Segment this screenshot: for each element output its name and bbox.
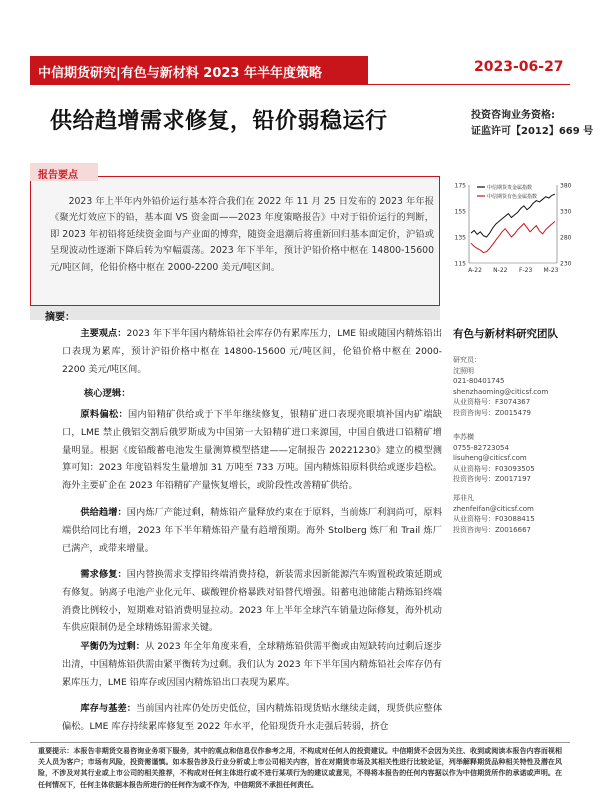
team-title: 有色与新材料研究团队	[453, 328, 558, 340]
section-text: 2023 年下半年国内精炼铅社会库存仍有累库压力，LME 铅或随国内精炼铅出口表现为累库，预计沪铅价格中枢在 14800-15600 元/吨区间，伦铅价格中枢在 2000-2200 美元/吨区间。	[62, 328, 443, 375]
section-supply	[62, 504, 442, 557]
legend-label-2: 中信期货有色金属指数	[487, 194, 538, 200]
analyst-role: 研究员：	[453, 356, 481, 364]
section-demand	[62, 566, 442, 637]
core-logic-heading: 核心逻辑：	[84, 388, 131, 399]
section-label: 供给趋增：	[80, 507, 127, 518]
analyst-name: 郑非凡	[453, 494, 474, 502]
x-tick-label: M-23	[543, 267, 559, 274]
disclaimer-divider	[30, 742, 570, 743]
legend-label-1: 中信期货贵金属指数	[487, 185, 533, 191]
y-tick-left: 175	[454, 182, 466, 190]
analyst-card	[453, 355, 548, 419]
section-text: 从 2023 年全年角度来看，全球精炼铅供需平衡或由短缺转向过剩后逐步出清，中国精炼铅供需由紧平衡转为过剩。我们认为 2023 年下半年国内精炼铅社会库存仍有累库压力，LME 铅库存或因国内精炼铅出口表现为累库。	[62, 641, 442, 688]
section-text: 国内炼厂产能过剩，精炼铅产量释放约束在于原料，当前炼厂利润尚可，原料端供给同比有增，2023 年下半年精炼铅产量有趋增预期。海外 Stolberg 炼厂和 Trail 炼厂已满产，或带来增量。	[62, 507, 443, 554]
section-label: 原料偏松：	[80, 409, 129, 420]
analyst-name: 沈照明	[453, 366, 474, 375]
section-label: 需求修复：	[80, 569, 127, 580]
summary-tag: 报告要点	[30, 163, 98, 181]
summary-text: 2023 年上半年内外铅价运行基本符合我们在 2022 年 11 月 25 日发布的 2023 年年报《聚光灯效应下的铅，基本面 VS 资金面——2023 年度策略报告》中对于铅价运行的判断，即 2023 年初铅将延续资金面与产业面的博弈，随资金退潮后将重新回归基本面定价，沪铅或呈现波动性逐渐下降后转为窄幅震荡。2023 年下半年，预计沪铅价格中枢在 14800-15600 元/吨区间，伦铅价格中枢在 2000-2200 美元/吨区间。	[50, 196, 434, 273]
analyst-phone: 021-80401745	[453, 377, 505, 386]
section-label: 主要观点：	[80, 328, 127, 339]
series-line-1	[471, 194, 555, 237]
page-title: 供给趋增需求修复，铅价弱稳运行	[50, 109, 388, 134]
analyst-card	[453, 493, 535, 535]
analyst-cert: 投资咨询号：Z0015479	[453, 408, 531, 417]
x-tick-label: A-22	[468, 267, 482, 274]
series-line-2	[471, 221, 555, 252]
license-line-1: 投资咨询业务资格:	[471, 110, 555, 121]
banner-text: 中信期货研究|有色与新材料 2023 年半年度策略	[38, 66, 322, 81]
y-tick-left: 115	[454, 260, 466, 268]
section-balance	[62, 638, 442, 691]
y-tick-right: 380	[560, 182, 572, 190]
analyst-cert: 从业资格号：F03093505	[453, 464, 535, 473]
section-label: 库存与基差：	[80, 703, 137, 714]
report-banner	[30, 56, 368, 84]
analyst-cert: 投资咨询号：Z0017197	[453, 475, 531, 484]
analyst-email[interactable]: zhenfeifan@citicsf.com	[453, 504, 534, 513]
disclaimer: 重要提示：本报告非期货交易咨询业务项下服务，其中的观点和信息仅作参考之用，不构成对任何人的投资建议。中信期货不会因为关注、收到或阅读本报告内容而视相关人员为客户；市场有风险，投资需谨慎。如本报告涉及行业分析或上市公司相关内容，旨在对期货市场及其相关性进行比较论证，列举解释期货品种相关特性及潜在风险，不涉及对其行业或上市公司的相关推荐，不构成对任何主体进行或不进行某项行为的建议或意见，不得将本报告的任何内容据以作为中信期货所作的承诺或声明。在任何情况下，任何主体依据本报告所进行的任何作为或不作为，中信期货不承担任何责任。	[38, 747, 562, 789]
abstract-bar	[30, 306, 440, 320]
x-tick-label: F-23	[519, 267, 533, 274]
license-info	[471, 108, 593, 140]
abstract-label: 摘要：	[45, 312, 75, 323]
y-tick-right: 280	[560, 234, 572, 242]
analyst-phone: 0755-82723054	[453, 443, 509, 452]
section-label: 平衡仍为过剩：	[80, 641, 146, 652]
section-main-view	[62, 325, 442, 378]
analyst-cert: 从业资格号：F3074367	[453, 398, 531, 407]
x-tick-label: N-22	[493, 267, 508, 274]
analyst-email[interactable]: lisuheng@citicsf.com	[453, 454, 527, 463]
y-tick-left: 155	[454, 208, 466, 216]
section-raw-material	[62, 406, 442, 495]
y-tick-right: 330	[560, 208, 572, 216]
y-tick-right: 230	[560, 260, 572, 268]
analyst-card	[453, 432, 535, 485]
analyst-cert: 从业资格号：F03088415	[453, 515, 535, 524]
index-line-chart	[445, 177, 585, 277]
section-inventory	[62, 700, 442, 736]
section-text: 国内替换需求支撑铅终端消费持稳，新装需求因新能源汽车购置税政策延期或有修复。钠离子电池产业化元年、碳酸锂价格暴跌对铅替代增强。铅蓄电池储能占精炼铅终端消费比例较小，短期难对铅消费明显拉动。2023 年上半年全球汽车销量边际修复，海外机动车供应限制仍是全球精炼铅需求关键。	[62, 569, 443, 634]
section-text: 国内铅精矿供给或于下半年继续修复，银精矿进口表现亮眼填补国内矿端缺口，LME 禁止俄铝交割后俄罗斯成为中国第一大铅精矿进口来源国，中国自俄进口铅精矿增量明显。根据《废铅酸蓄电池发生量测算模型搭建——定制报告 20221230》建立的模型测算可知：2023 年度铅料发生量增加 31 万吨至 733 万吨。国内精炼铅原料供给或逐步趋松。海外主要矿企在 2023 年铅精矿产量恢复增长，或阶段性改善精矿供给。	[62, 409, 442, 492]
analyst-email[interactable]: shenzhaoming@citicsf.com	[453, 387, 549, 396]
y-tick-left: 135	[454, 234, 466, 242]
section-text: 当前国内社库仍处历史低位，国内精炼铅现货贴水继续走阔，现货供应整体偏松。LME 库存持续累库修复至 2022 年水平，伦铅现货升水走强后转弱，挤仓	[62, 703, 443, 732]
analyst-name: 李苏横	[453, 433, 474, 441]
report-date: 2023-06-27	[474, 59, 564, 75]
header-divider	[30, 84, 570, 85]
analyst-cert: 投资咨询号：Z0016667	[453, 525, 531, 534]
license-line-2: 证监许可【2012】669 号	[471, 126, 594, 137]
